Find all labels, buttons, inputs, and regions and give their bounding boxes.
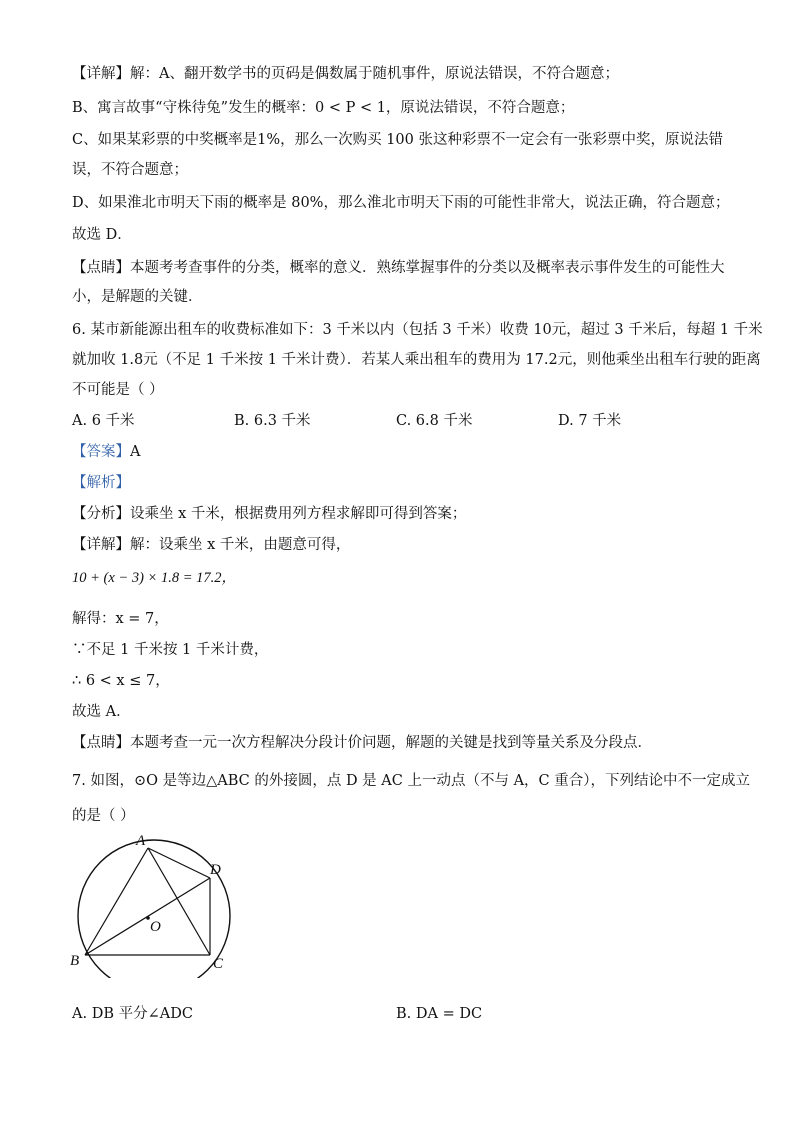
- label-d: D: [210, 862, 221, 878]
- comment-line-2: 小，是解题的关键．: [72, 289, 203, 305]
- segment-ab: [85, 848, 148, 955]
- question-6-line-3: 不可能是（ ）: [72, 382, 164, 398]
- solution-line-2: 【详解】解：设乘坐 x 千米，由题意可得，: [72, 537, 351, 553]
- explanation-line-1: 【详解】解：A、翻开数学书的页码是偶数属于随机事件，原说法错误，不符合题意；: [72, 66, 619, 82]
- question-6-line-2: 就加收 1.8元（不足 1 千米按 1 千米计费）．若某人乘出租车的费用为 17.2元，则他乘坐出租车行驶的距离: [72, 352, 761, 368]
- answer-label: 【答案】: [72, 444, 130, 460]
- q6-option-c: C. 6.8 千米: [396, 413, 473, 429]
- q6-option-d: D. 7 千米: [558, 413, 622, 429]
- analysis-label: 【解析】: [72, 475, 130, 491]
- equation-line: 10 + (x − 3) × 1.8 = 17.2，: [72, 570, 236, 586]
- label-c: C: [213, 956, 224, 972]
- solution-comment: 【点睛】本题考查一元一次方程解决分段计价问题，解题的关键是找到等量关系及分段点．: [72, 735, 652, 751]
- q7-option-b: B. DA = DC: [396, 1006, 483, 1022]
- solution-line-4: 解得：x = 7，: [72, 611, 169, 627]
- explanation-line-2: B、寓言故事“守株待兔”发生的概率：0 < P < 1，原说法错误，不符合题意；: [72, 100, 575, 116]
- circle-triangle-figure: [60, 828, 240, 978]
- circumcircle: [78, 840, 230, 978]
- comment-line-1: 【点睛】本题考考查事件的分类，概率的意义．熟练掌握事件的分类以及概率表示事件发生的可能性大: [72, 260, 725, 276]
- question-6-line-1: 6. 某市新能源出租车的收费标准如下：3 千米以内（包括 3 千米）收费 10元，超过 3 千米后，每超 1 千米: [72, 322, 763, 338]
- question-7-line-1: 7. 如图，⊙O 是等边△ABC 的外接圆，点 D 是 AC 上一动点（不与 A，C 重合），下列结论中不一定成立: [72, 773, 750, 789]
- explanation-line-3: C、如果某彩票的中奖概率是1%，那么一次购买 100 张这种彩票不一定会有一张彩票中奖，原说法错: [72, 132, 723, 148]
- question-7-line-2: 的是（ ）: [72, 808, 135, 824]
- q7-option-a: A. DB 平分∠ADC: [72, 1006, 193, 1022]
- solution-line-1: 【分析】设乘坐 x 千米，根据费用列方程求解即可得到答案；: [72, 506, 467, 522]
- solution-line-7: 故选 A．: [72, 704, 131, 720]
- solution-line-6: ∴ 6 < x ≤ 7，: [72, 673, 170, 689]
- explanation-line-4: 误，不符合题意；: [72, 162, 188, 178]
- label-a: A: [136, 833, 146, 849]
- q6-option-a: A. 6 千米: [72, 413, 135, 429]
- q6-option-b: B. 6.3 千米: [234, 413, 311, 429]
- answer-value: A: [130, 444, 141, 460]
- explanation-line-5: D、如果淮北市明天下雨的概率是 80%，那么淮北市明天下雨的可能性非常大，说法正确，符合题意；: [72, 195, 730, 211]
- label-o: O: [150, 919, 161, 935]
- answer-line: [72, 442, 140, 462]
- explanation-line-6: 故选 D．: [72, 227, 132, 243]
- solution-line-5: ∵不足 1 千米按 1 千米计费，: [72, 642, 269, 658]
- label-b: B: [70, 953, 80, 969]
- segment-ac: [148, 848, 210, 955]
